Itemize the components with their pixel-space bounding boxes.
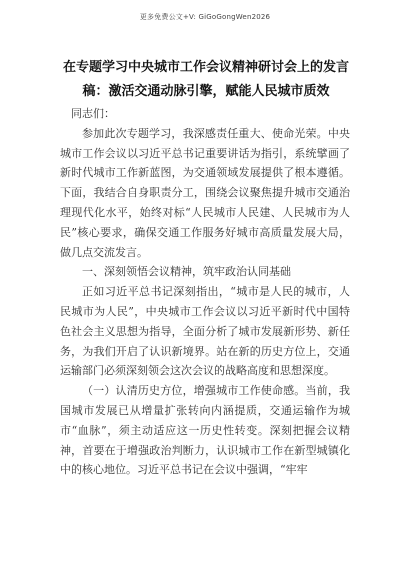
section-heading-1: 一、深刻领悟会议精神，筑牢政治认同基础: [82, 265, 291, 279]
salutation: 同志们：: [71, 107, 115, 120]
paragraph-subsection-1: （一）认清历史方位，增强城市工作使命感。当前，我国城市发展已从增量扩张转向内涵提质，交通运输作为城市“血脉”，须主动适应这一历史性转变。深刻把握会议精神，首要在于增强政治判断力，认识城市工作在新型城镇化中的核心地位。习近平总书记在会议中强调，“牢牢: [60, 384, 350, 477]
header-note: 更多免费公文+V: GiGoGongWen2026: [139, 13, 271, 21]
paragraph-section-1: 正如习近平总书记深刻指出，“城市是人民的城市，人民城市为人民”，中央城市工作会议以习近平新时代中国特色社会主义思想为指导，全面分析了城市发展新形势、新任务，为我们开启了认识新境界。站在新的历史方位上，交通运输部门必须深刻领会这次会议的战略高度和思想深度。: [60, 285, 350, 378]
document-body: [60, 104, 350, 480]
paragraph-intro: 参加此次专题学习，我深感责任重大、使命光荣。中央城市工作会议以习近平总书记重要讲话为指引，系统擘画了新时代城市工作新蓝图，为交通领域发展提供了根本遵循。下面，我结合自身职责分工，围绕会议聚焦提升城市交通治理现代化水平，始终对标“人民城市人民建、人民城市为人民”核心要求，确保交通工作服务好城市高质量发展大局，做几点交流发言。: [60, 126, 350, 259]
document-title: 在专题学习中央城市工作会议精神研讨会上的发言稿：激活交通动脉引擎，赋能人民城市质效: [62, 60, 349, 99]
